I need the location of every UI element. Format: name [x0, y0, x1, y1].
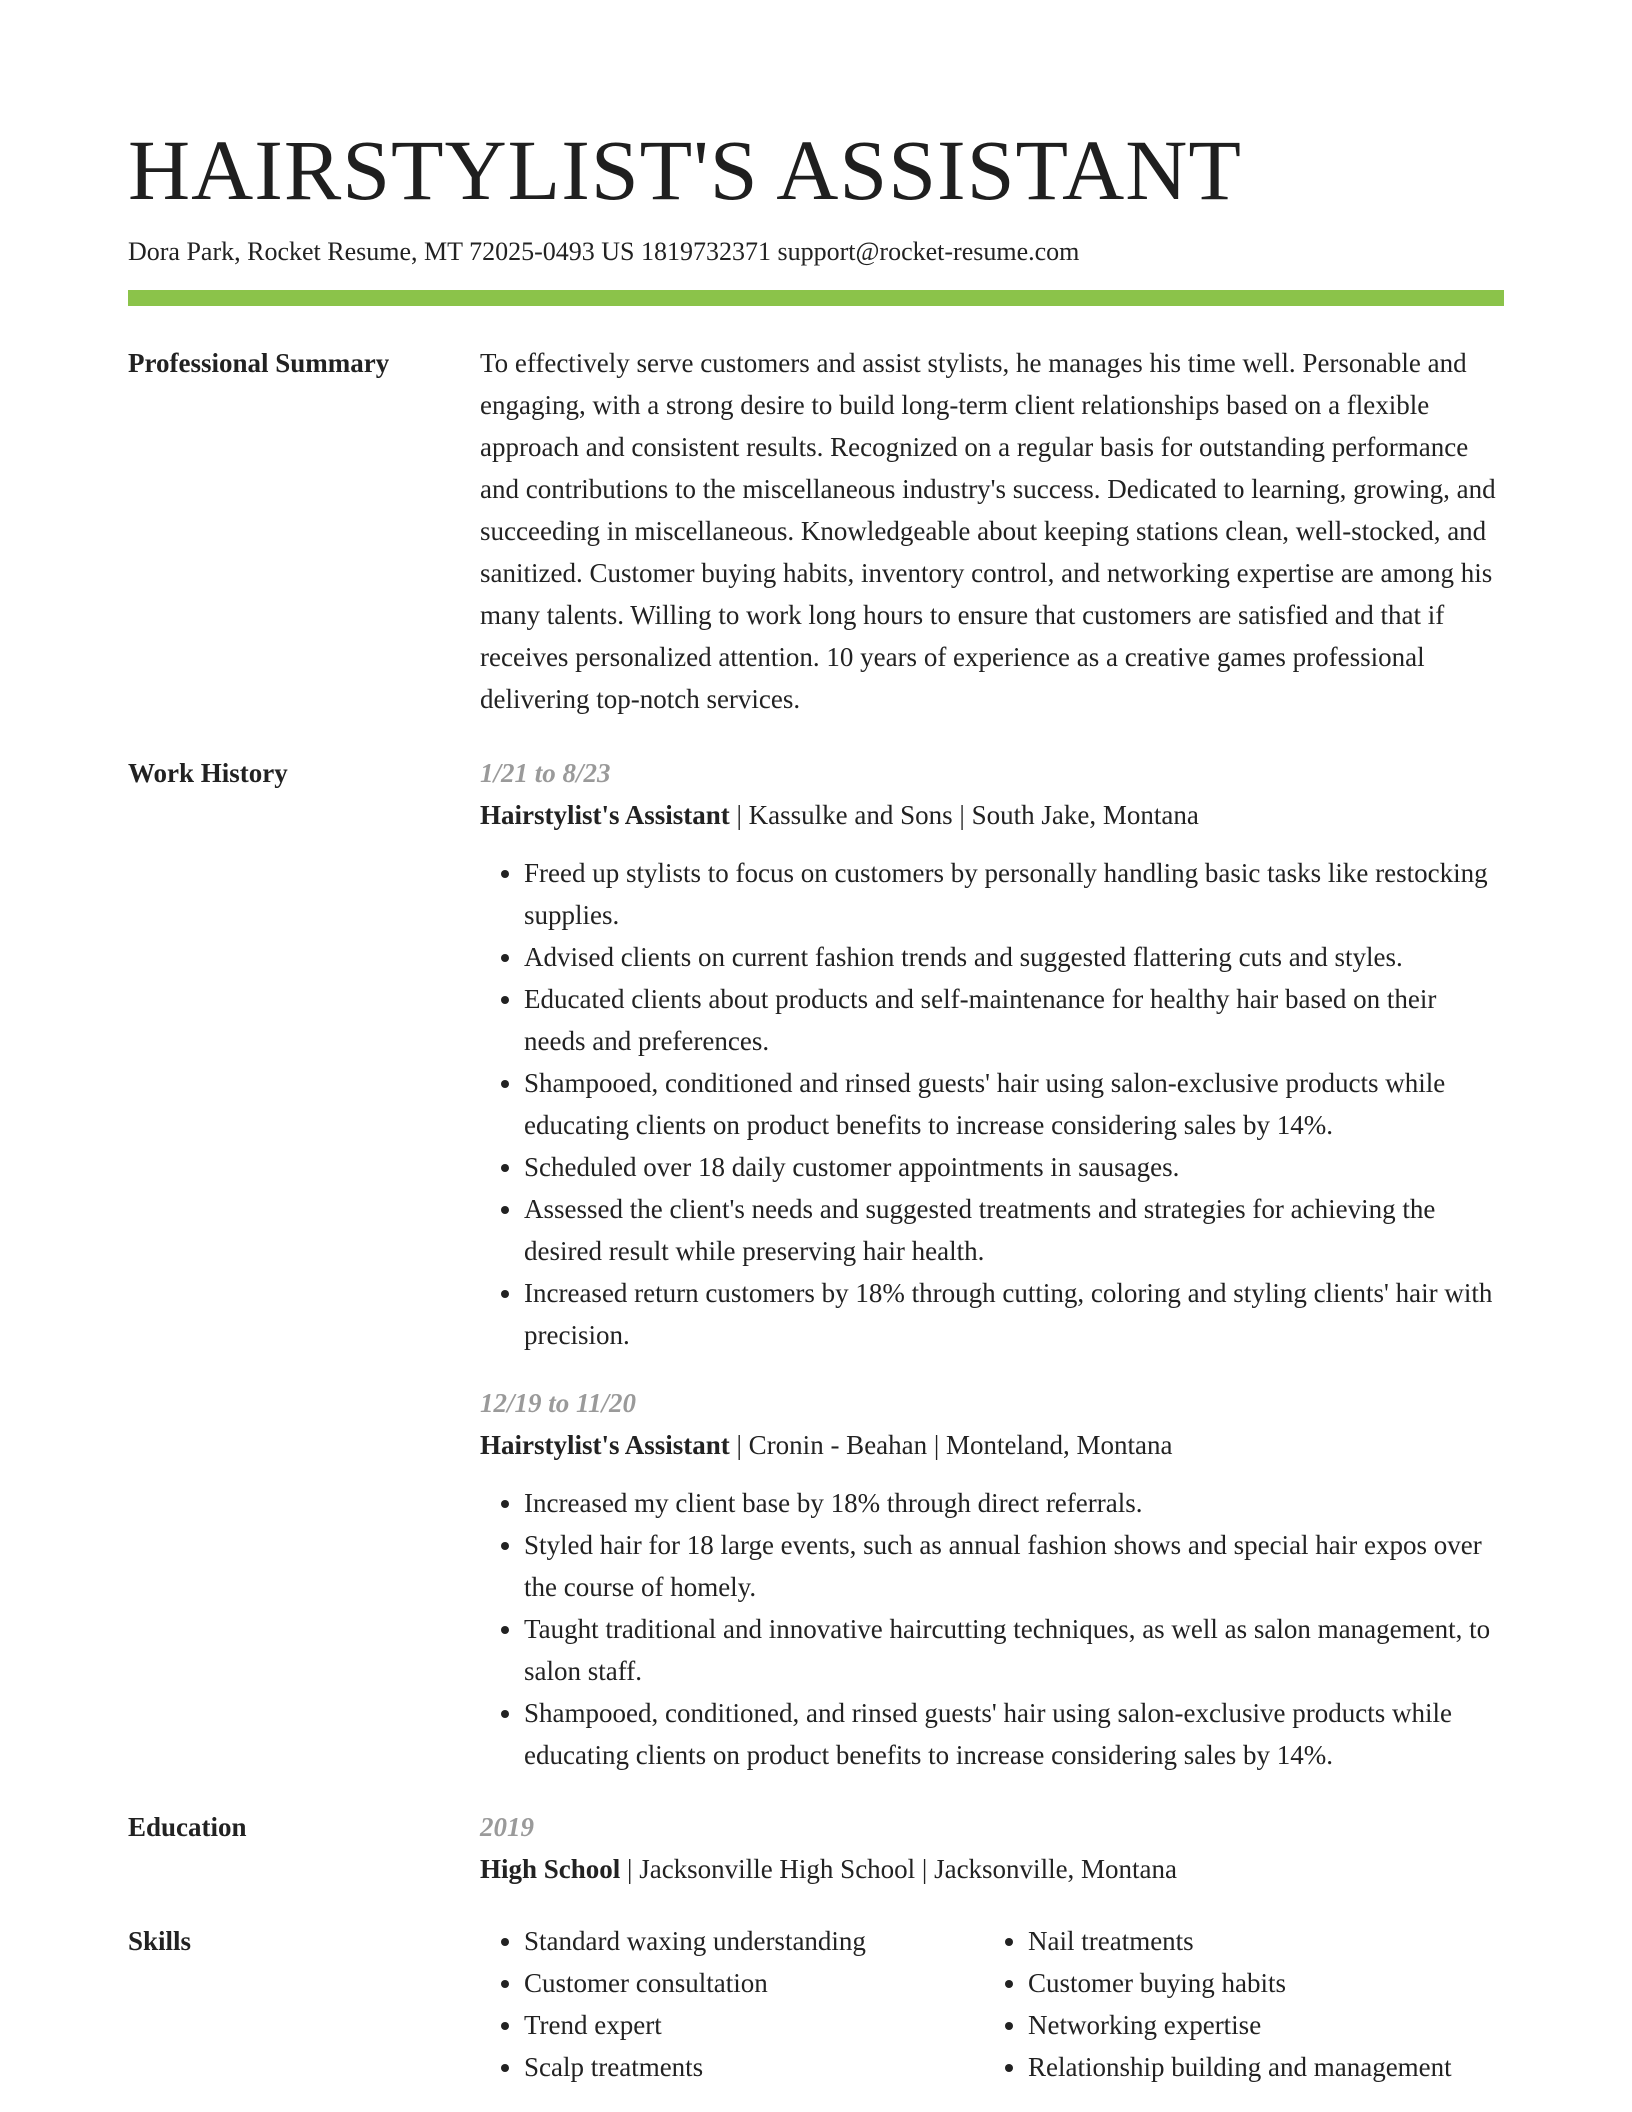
work-history-section [128, 752, 1504, 1776]
education-body [480, 1806, 1504, 1890]
job-title-line [480, 794, 1504, 836]
job-entry [480, 752, 1504, 1356]
skills-columns [480, 1920, 1504, 2088]
skill-item: • Customer buying habits [1028, 1962, 1504, 2004]
job-bullet: • Shampooed, conditioned and rinsed guests' hair using salon-exclusive products while educating clients on product benefits to increase considering sales by 14%. [524, 1062, 1504, 1146]
skill-item: • Standard waxing understanding [524, 1920, 984, 1962]
work-history-heading: Work History [128, 758, 288, 788]
job-bullet: • Shampooed, conditioned, and rinsed guests' hair using salon-exclusive products while educating clients on product benefits to increase considering sales by 14%. [524, 1692, 1504, 1776]
education-line [480, 1848, 1504, 1890]
skill-item: • Nail treatments [1028, 1920, 1504, 1962]
job-dates: 12/19 to 11/20 [480, 1388, 637, 1418]
job-entry [480, 1382, 1504, 1776]
job-bullets [480, 1482, 1504, 1776]
job-details: | Cronin - Beahan | Monteland, Montana [729, 1430, 1173, 1460]
job-bullet: • Taught traditional and innovative haircutting techniques, as well as salon management, to salon staff. [524, 1608, 1504, 1692]
education-details: | Jacksonville High School | Jacksonville, Montana [620, 1854, 1178, 1884]
job-bullet: • Scheduled over 18 daily customer appointments in sausages. [524, 1146, 1504, 1188]
skill-item: • Networking expertise [1028, 2004, 1504, 2046]
skill-item: • Relationship building and management [1028, 2046, 1504, 2088]
accent-divider [128, 290, 1504, 306]
education-section [128, 1806, 1504, 1890]
job-bullet: • Advised clients on current fashion trends and suggested flattering cuts and styles. [524, 936, 1504, 978]
job-bullets [480, 852, 1504, 1356]
job-role: Hairstylist's Assistant [480, 1430, 730, 1460]
job-bullet: • Educated clients about products and self-maintenance for healthy hair based on their needs and preferences. [524, 978, 1504, 1062]
job-role: Hairstylist's Assistant [480, 800, 730, 830]
job-bullet: • Freed up stylists to focus on customers by personally handling basic tasks like restocking supplies. [524, 852, 1504, 936]
resume-page [128, 116, 1504, 2088]
skills-list-right [984, 1920, 1504, 2088]
work-history-body [480, 752, 1504, 1776]
contact-line: Dora Park, Rocket Resume, MT 72025-0493 US 1819732371 support@rocket-resume.com [128, 237, 1080, 266]
skills-list-left [480, 1920, 984, 2088]
summary-section [128, 342, 1504, 720]
skill-item: • Trend expert [524, 2004, 984, 2046]
job-bullet: • Increased return customers by 18% through cutting, coloring and styling clients' hair with precision. [524, 1272, 1504, 1356]
summary-body [480, 342, 1504, 720]
job-details: | Kassulke and Sons | South Jake, Montana [729, 800, 1199, 830]
education-heading: Education [128, 1812, 247, 1842]
summary-heading: Professional Summary [128, 348, 390, 378]
skills-heading: Skills [128, 1926, 192, 1956]
job-dates: 1/21 to 8/23 [480, 758, 611, 788]
education-degree: High School [480, 1854, 621, 1884]
skill-item: • Customer consultation [524, 1962, 984, 2004]
summary-text: To effectively serve customers and assist stylists, he manages his time well. Personable and engaging, with a strong desire to build long-term client relationships based on a flexible approach and consistent results. Recognized on a regular basis for outstanding performance and contributions to the miscellaneous industry's success. Dedicated to learning, growing, and succeeding in miscellaneous. Knowledgeable about keeping stations clean, well-stocked, and sanitized. Customer buying habits, inventory control, and networking expertise are among his many talents. Willing to work long hours to ensure that customers are satisfied and that if receives personalized attention. 10 years of experience as a creative games professional delivering top-notch services. [480, 348, 1496, 714]
job-bullet: • Increased my client base by 18% through direct referrals. [524, 1482, 1504, 1524]
job-bullet: • Styled hair for 18 large events, such as annual fashion shows and special hair expos over the course of homely. [524, 1524, 1504, 1608]
job-title-line [480, 1424, 1504, 1466]
skill-item: • Scalp treatments [524, 2046, 984, 2088]
resume-title: HAIRSTYLIST'S ASSISTANT [128, 122, 1242, 218]
skills-body [480, 1920, 1504, 2088]
job-bullet: • Assessed the client's needs and suggested treatments and strategies for achieving the desired result while preserving hair health. [524, 1188, 1504, 1272]
education-date: 2019 [480, 1812, 534, 1842]
skills-section [128, 1920, 1504, 2088]
